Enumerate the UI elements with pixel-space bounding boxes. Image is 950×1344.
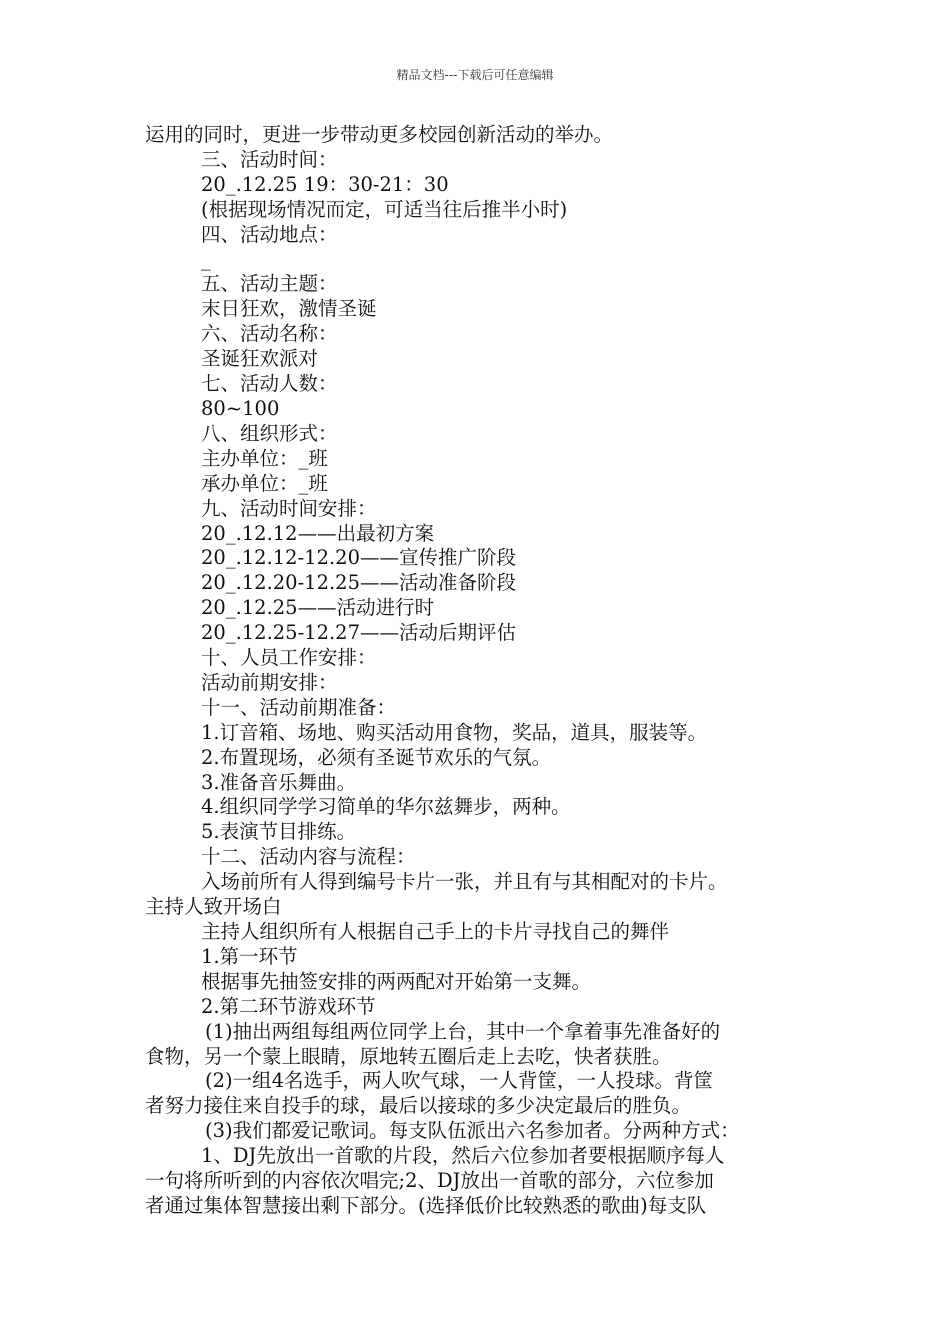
text-line: 3.准备音乐舞曲。 [201, 770, 357, 794]
text-line: (2)一组4名选手，两人吹气球，一人背筐，一人投球。背筐 [205, 1069, 714, 1093]
text-line: 80~100 [201, 396, 280, 420]
text-line: 2.布置现场，必须有圣诞节欢乐的气氛。 [201, 745, 552, 769]
text-line: (1)抽出两组每组两位同学上台，其中一个拿着事先准备好的 [205, 1019, 721, 1043]
text-line: 根据事先抽签安排的两两配对开始第一支舞。 [201, 969, 592, 993]
text-line: 五、活动主题： [201, 272, 338, 296]
text-line: (根据现场情况而定，可适当往后推半小时) [201, 197, 568, 221]
text-line: _ [201, 247, 211, 271]
text-line: 运用的同时，更进一步带动更多校园创新活动的举办。 [145, 123, 614, 146]
text-line: 十、人员工作安排： [201, 646, 377, 670]
text-line: 三、活动时间： [201, 147, 338, 171]
text-line: 20_.12.12-12.20——宣传推广阶段 [201, 546, 516, 570]
text-line: 20_.12.25-12.27——活动后期评估 [201, 621, 516, 645]
text-line: 主持人致开场白 [145, 895, 282, 919]
text-line: 七、活动人数： [201, 372, 338, 396]
text-line: 5.表演节目排练。 [201, 820, 357, 844]
text-line: 1.第一环节 [201, 944, 298, 968]
text-line: 4.组织同学学习简单的华尔兹舞步，两种。 [201, 795, 571, 819]
text-line: 20_.12.12——出最初方案 [201, 521, 435, 545]
text-line: 食物，另一个蒙上眼睛，原地转五圈后走上去吃，快者获胜。 [145, 1044, 672, 1068]
text-line: 八、组织形式： [201, 421, 338, 445]
text-line: 1.订音箱、场地、购买活动用食物，奖品，道具，服装等。 [201, 720, 708, 744]
text-line: 九、活动时间安排： [201, 496, 377, 520]
text-line: 十一、活动前期准备： [201, 695, 397, 719]
text-line: 六、活动名称： [201, 322, 338, 346]
text-line: 1、DJ先放出一首歌的片段，然后六位参加者要根据顺序每人 [201, 1144, 725, 1168]
text-line: 者努力接住来自投手的球，最后以接球的多少决定最后的胜负。 [145, 1094, 692, 1118]
text-line: 十二、活动内容与流程： [201, 845, 416, 869]
text-line: 末日狂欢，激情圣诞 [201, 297, 377, 321]
text-line: 主持人组织所有人根据自己手上的卡片寻找自己的舞伴 [201, 920, 670, 943]
text-line: 20_.12.25——活动进行时 [201, 596, 435, 620]
text-line: 入场前所有人得到编号卡片一张，并且有与其相配对的卡片。 [201, 870, 728, 894]
text-line: 活动前期安排： [201, 670, 338, 694]
text-line: 20_.12.20-12.25——活动准备阶段 [201, 571, 516, 595]
text-line: (3)我们都爱记歌词。每支队伍派出六名参加者。分两种方式： [205, 1119, 740, 1143]
text-line: 20_.12.25 19：30-21：30 [201, 172, 449, 196]
text-line: 2.第二环节游戏环节 [201, 994, 376, 1018]
text-line: 四、活动地点： [201, 222, 338, 246]
page-header: 精品文档---下载后可任意编辑 [396, 68, 554, 82]
text-line: 一句将所听到的内容依次唱完;2、DJ放出一首歌的部分，六位参加 [145, 1169, 714, 1193]
text-line: 主办单位：_班 [201, 446, 328, 470]
text-line: 承办单位：_班 [201, 471, 328, 495]
text-line: 圣诞狂欢派对 [201, 347, 319, 371]
document-body [145, 123, 810, 1219]
text-line: 者通过集体智慧接出剩下部分。(选择低价比较熟悉的歌曲)每支队 [145, 1193, 707, 1217]
